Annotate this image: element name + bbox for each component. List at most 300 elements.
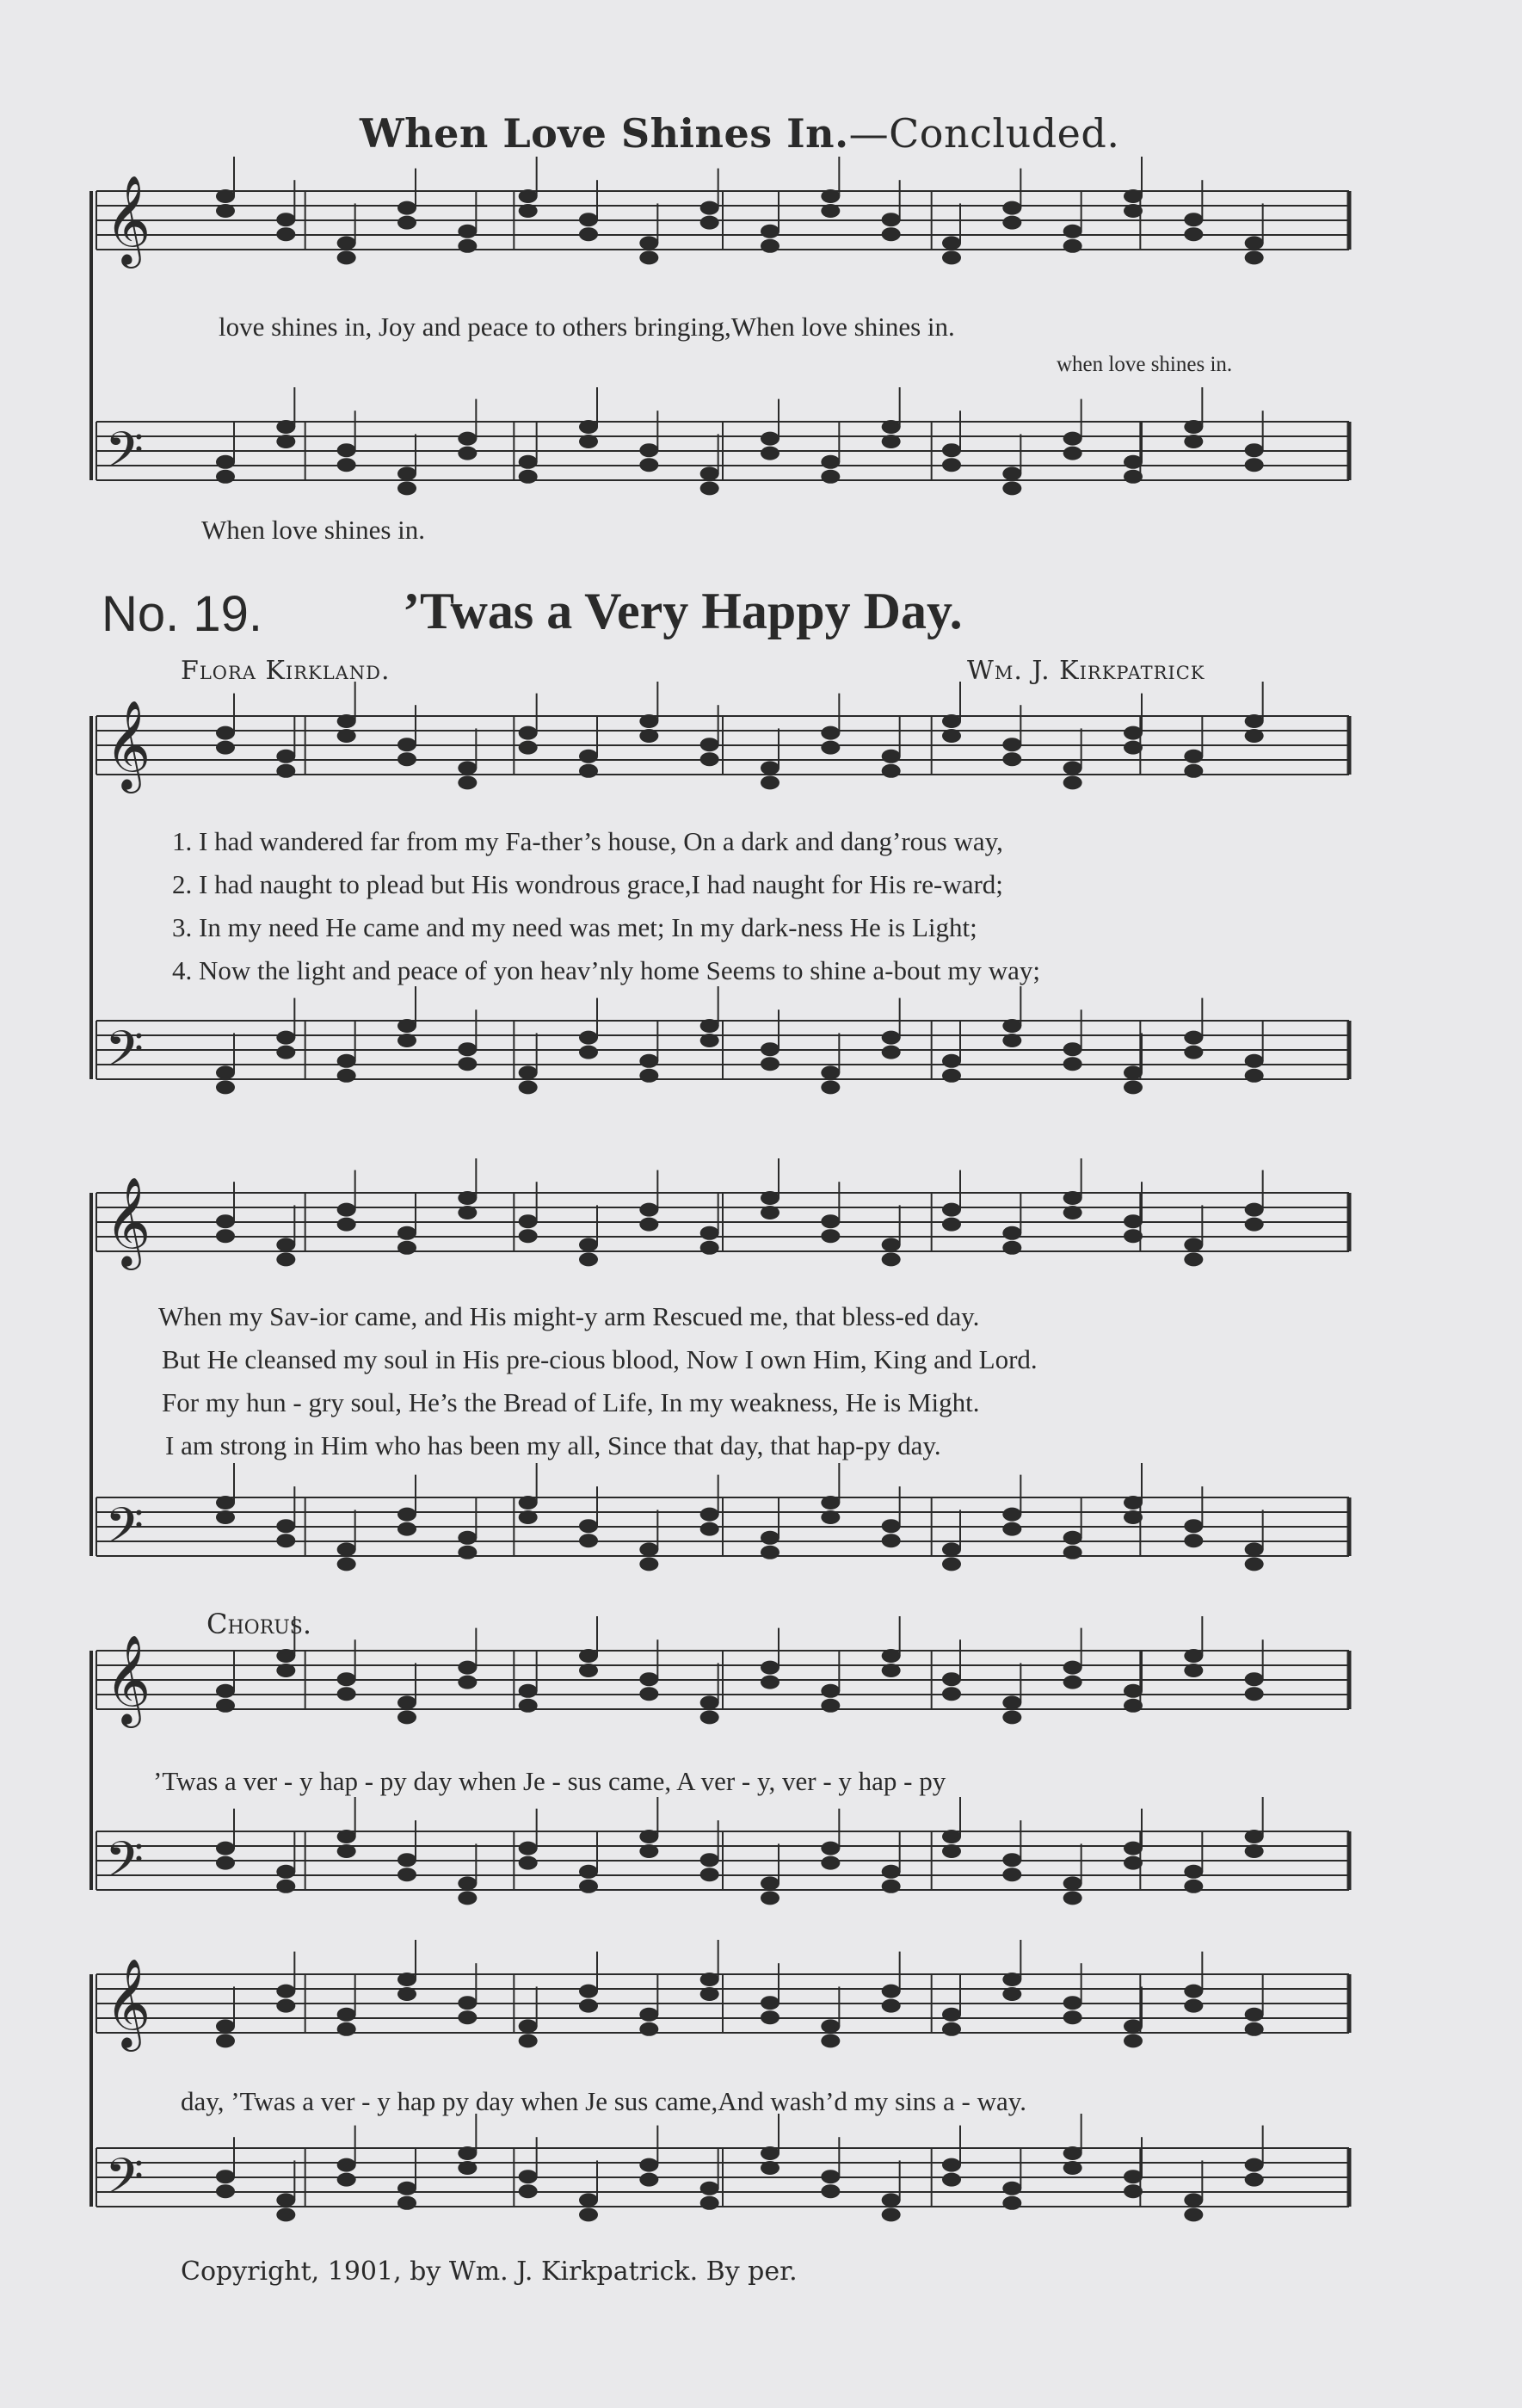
- note-head: [216, 1080, 235, 1094]
- note-head: [1124, 1699, 1143, 1713]
- note-head: [700, 1522, 719, 1536]
- note-head: [1002, 1226, 1021, 1240]
- note-head: [882, 1649, 901, 1663]
- note-head: [519, 741, 538, 755]
- note-head: [519, 1856, 538, 1870]
- note-head: [942, 458, 961, 472]
- note-head: [216, 726, 235, 740]
- note-head: [519, 204, 538, 218]
- top-bass-lyric: When love shines in.: [201, 515, 426, 545]
- note-head: [579, 420, 598, 434]
- note-head: [882, 213, 901, 226]
- note-head: [1245, 1687, 1264, 1701]
- note-head: [579, 213, 598, 226]
- chorus-lyric-1: ’Twas a ver - y hap - py day when Je - sus came, A ver - y, ver - y hap - py: [153, 1766, 946, 1796]
- note-head: [519, 726, 538, 740]
- note-head: [397, 201, 416, 215]
- note-head: [1245, 236, 1264, 250]
- note-head: [337, 2008, 356, 2022]
- note-head: [639, 1844, 658, 1858]
- note-head: [761, 1891, 779, 1905]
- note-head: [700, 1241, 719, 1255]
- note-head: [579, 1519, 598, 1533]
- note-head: [519, 1080, 538, 1094]
- treble-clef: 𝄞: [105, 1958, 151, 2048]
- note-head: [276, 1519, 295, 1533]
- bass-clef: 𝄢: [105, 421, 145, 491]
- note-head: [397, 1241, 416, 1255]
- note-head: [216, 1510, 235, 1524]
- note-head: [216, 1065, 235, 1079]
- note-head: [882, 764, 901, 778]
- note-head: [458, 2146, 477, 2160]
- note-head: [639, 1203, 658, 1217]
- note-head: [579, 1238, 598, 1251]
- note-head: [821, 2019, 840, 2033]
- note-head: [821, 204, 840, 218]
- note-head: [1184, 227, 1203, 241]
- note-head: [882, 1046, 901, 1059]
- note-head: [579, 227, 598, 241]
- note-head: [882, 1880, 901, 1893]
- note-head: [337, 458, 356, 472]
- note-head: [1245, 1218, 1264, 1232]
- note-head: [519, 2170, 538, 2183]
- note-head: [639, 1069, 658, 1083]
- note-head: [216, 455, 235, 469]
- note-head: [1124, 2184, 1143, 2198]
- note-head: [942, 1844, 961, 1858]
- note-head: [882, 1252, 901, 1266]
- note-head: [579, 435, 598, 448]
- bass-clef: 𝄢: [105, 1831, 145, 1901]
- note-head: [337, 729, 356, 743]
- note-head: [1124, 2019, 1143, 2033]
- note-head: [761, 447, 779, 460]
- note-head: [700, 738, 719, 751]
- note-head: [519, 1496, 538, 1510]
- note-head: [942, 236, 961, 250]
- note-head: [1245, 458, 1264, 472]
- note-head: [519, 2184, 538, 2198]
- note-head: [337, 1672, 356, 1686]
- note-head: [1245, 1054, 1264, 1068]
- treble-clef: 𝄞: [105, 175, 151, 265]
- note-head: [1184, 1999, 1203, 2013]
- note-head: [942, 1557, 961, 1571]
- note-head: [1245, 250, 1264, 264]
- note-head: [276, 420, 295, 434]
- note-head: [1063, 1996, 1082, 2010]
- note-head: [1245, 714, 1264, 728]
- note-head: [337, 250, 356, 264]
- note-head: [700, 1987, 719, 2001]
- note-head: [579, 2207, 598, 2221]
- note-head: [579, 1046, 598, 1059]
- note-head: [1124, 189, 1143, 203]
- note-head: [1184, 1534, 1203, 1547]
- note-head: [700, 1973, 719, 1986]
- note-head: [579, 764, 598, 778]
- note-head: [458, 1661, 477, 1675]
- note-head: [216, 1496, 235, 1510]
- note-head: [579, 750, 598, 763]
- top-alto-lyric: when love shines in.: [1057, 353, 1233, 376]
- note-head: [397, 1710, 416, 1724]
- note-head: [821, 1229, 840, 1243]
- note-head: [700, 1710, 719, 1724]
- note-head: [1245, 2173, 1264, 2187]
- note-head: [458, 1676, 477, 1689]
- note-head: [700, 1853, 719, 1867]
- note-head: [639, 1557, 658, 1571]
- note-head: [1002, 1695, 1021, 1709]
- note-head: [700, 1508, 719, 1522]
- note-head: [276, 764, 295, 778]
- note-head: [1184, 1238, 1203, 1251]
- note-head: [1002, 738, 1021, 751]
- note-head: [761, 1996, 779, 2010]
- note-head: [276, 1046, 295, 1059]
- note-head: [579, 1252, 598, 1266]
- note-head: [761, 1042, 779, 1056]
- note-head: [216, 1842, 235, 1855]
- note-head: [821, 741, 840, 755]
- lyricist-credit: Flora Kirkland.: [181, 656, 391, 686]
- note-head: [761, 239, 779, 253]
- note-head: [397, 1508, 416, 1522]
- note-head: [519, 1510, 538, 1524]
- note-head: [1184, 213, 1203, 226]
- note-head: [882, 1031, 901, 1045]
- note-head: [761, 2161, 779, 2175]
- note-head: [1063, 432, 1082, 446]
- note-head: [276, 227, 295, 241]
- note-head: [579, 1880, 598, 1893]
- note-head: [1063, 1206, 1082, 1219]
- note-head: [1002, 201, 1021, 215]
- note-head: [337, 1218, 356, 1232]
- note-head: [216, 2184, 235, 2198]
- note-head: [882, 2193, 901, 2207]
- note-head: [761, 1876, 779, 1890]
- note-head: [1063, 1546, 1082, 1559]
- note-head: [1002, 2182, 1021, 2195]
- note-head: [458, 1546, 477, 1559]
- note-head: [337, 1069, 356, 1083]
- note-head: [882, 2207, 901, 2221]
- note-head: [942, 1054, 961, 1068]
- note-head: [761, 2146, 779, 2160]
- note-head: [700, 2182, 719, 2195]
- note-head: [1124, 1856, 1143, 1870]
- note-head: [276, 2193, 295, 2207]
- note-head: [1124, 2170, 1143, 2183]
- treble-clef: 𝄞: [105, 1634, 151, 1725]
- note-head: [821, 1842, 840, 1855]
- note-head: [761, 1676, 779, 1689]
- note-head: [276, 1252, 295, 1266]
- note-head: [216, 1856, 235, 1870]
- note-head: [1063, 239, 1082, 253]
- note-head: [276, 1880, 295, 1893]
- note-head: [821, 1699, 840, 1713]
- note-head: [276, 435, 295, 448]
- note-head: [1184, 764, 1203, 778]
- note-head: [216, 741, 235, 755]
- note-head: [458, 2161, 477, 2175]
- bass-clef: 𝄢: [105, 1497, 145, 1567]
- note-head: [337, 443, 356, 457]
- note-head: [1002, 466, 1021, 480]
- note-head: [639, 1218, 658, 1232]
- note-head: [579, 1649, 598, 1663]
- note-head: [882, 1519, 901, 1533]
- note-head: [1245, 2022, 1264, 2036]
- note-head: [519, 1684, 538, 1698]
- note-head: [1063, 1891, 1082, 1905]
- verse-4-line-2: I am strong in Him who has been my all, Since that day, that hap-py day.: [165, 1430, 941, 1460]
- note-head: [1184, 1865, 1203, 1879]
- note-head: [942, 1672, 961, 1686]
- note-head: [216, 1229, 235, 1243]
- note-head: [761, 1057, 779, 1071]
- note-head: [216, 2034, 235, 2047]
- note-head: [942, 250, 961, 264]
- copyright-notice: Copyright, 1901, by Wm. J. Kirkpatrick. By per.: [181, 2257, 798, 2287]
- note-head: [1184, 2207, 1203, 2221]
- note-head: [519, 1065, 538, 1079]
- note-head: [700, 1019, 719, 1033]
- note-head: [1063, 2010, 1082, 2024]
- note-head: [397, 1973, 416, 1986]
- note-head: [942, 2158, 961, 2172]
- note-head: [1245, 1542, 1264, 1556]
- note-head: [579, 1999, 598, 2013]
- note-head: [1245, 2158, 1264, 2172]
- verse-3-line-1: 3. In my need He came and my need was met; In my dark-ness He is Light;: [172, 912, 977, 942]
- note-head: [579, 2193, 598, 2207]
- note-head: [337, 1844, 356, 1858]
- note-head: [942, 729, 961, 743]
- note-head: [1002, 1034, 1021, 1047]
- note-head: [1245, 443, 1264, 457]
- note-head: [639, 729, 658, 743]
- note-head: [216, 1214, 235, 1228]
- note-head: [1245, 1069, 1264, 1083]
- note-head: [458, 1531, 477, 1545]
- note-head: [882, 1985, 901, 1998]
- note-head: [761, 775, 779, 789]
- note-head: [1063, 447, 1082, 460]
- note-head: [1124, 1496, 1143, 1510]
- note-head: [1063, 1191, 1082, 1205]
- note-head: [276, 1999, 295, 2013]
- note-head: [942, 1542, 961, 1556]
- note-head: [639, 1672, 658, 1686]
- note-head: [942, 1830, 961, 1843]
- note-head: [942, 2173, 961, 2187]
- note-head: [216, 2170, 235, 2183]
- verse-1-line-1: 1. I had wandered far from my Fa-ther’s house, On a dark and dang’rous way,: [172, 826, 1003, 856]
- note-head: [821, 1510, 840, 1524]
- continued-title-bold: When Love Shines In.: [360, 110, 849, 157]
- note-head: [1063, 761, 1082, 775]
- note-head: [882, 227, 901, 241]
- note-head: [397, 752, 416, 766]
- note-head: [821, 1496, 840, 1510]
- note-head: [761, 1531, 779, 1545]
- note-head: [700, 1226, 719, 1240]
- note-head: [761, 1206, 779, 1219]
- note-head: [821, 470, 840, 484]
- note-head: [458, 432, 477, 446]
- note-head: [1184, 2193, 1203, 2207]
- note-head: [337, 1203, 356, 1217]
- note-head: [1184, 1985, 1203, 1998]
- note-head: [1124, 2034, 1143, 2047]
- note-head: [1245, 1830, 1264, 1843]
- note-head: [1063, 1042, 1082, 1056]
- note-head: [216, 470, 235, 484]
- note-head: [700, 201, 719, 215]
- hymn-title: ’Twas a Very Happy Day.: [403, 583, 963, 639]
- note-head: [519, 1214, 538, 1228]
- note-head: [397, 1226, 416, 1240]
- note-head: [761, 1191, 779, 1205]
- note-head: [882, 1664, 901, 1677]
- note-head: [1002, 752, 1021, 766]
- note-head: [700, 216, 719, 230]
- note-head: [639, 236, 658, 250]
- hymn-number: No. 19.: [102, 586, 262, 642]
- note-head: [821, 1065, 840, 1079]
- note-head: [458, 1996, 477, 2010]
- note-head: [519, 1842, 538, 1855]
- top-lyric-line: love shines in, Joy and peace to others bringing,When love shines in.: [219, 312, 955, 342]
- note-head: [942, 1203, 961, 1217]
- note-head: [761, 432, 779, 446]
- note-head: [639, 1054, 658, 1068]
- note-head: [882, 1865, 901, 1879]
- note-head: [1002, 1019, 1021, 1033]
- note-head: [942, 714, 961, 728]
- note-head: [639, 458, 658, 472]
- note-head: [519, 2034, 538, 2047]
- note-head: [397, 2196, 416, 2210]
- note-head: [337, 1542, 356, 1556]
- note-head: [216, 1684, 235, 1698]
- note-head: [519, 470, 538, 484]
- chorus-label: Chorus.: [206, 1608, 312, 1640]
- note-head: [821, 2170, 840, 2183]
- note-head: [1184, 1664, 1203, 1677]
- note-head: [579, 1985, 598, 1998]
- note-head: [1124, 1080, 1143, 1094]
- note-head: [1063, 1876, 1082, 1890]
- note-head: [519, 1699, 538, 1713]
- note-head: [1002, 1522, 1021, 1536]
- note-head: [337, 2173, 356, 2187]
- note-head: [821, 2184, 840, 2198]
- note-head: [276, 750, 295, 763]
- note-head: [1184, 1031, 1203, 1045]
- note-head: [1124, 1510, 1143, 1524]
- note-head: [337, 1054, 356, 1068]
- note-head: [579, 1031, 598, 1045]
- verse-4-line-1: 4. Now the light and peace of yon heav’nly home Seems to shine a-bout my way;: [172, 955, 1040, 985]
- continued-title: [360, 110, 1119, 157]
- note-head: [1002, 1973, 1021, 1986]
- chorus-lyric-2: day, ’Twas a ver - y hap py day when Je sus came,And wash’d my sins a - way.: [181, 2086, 1026, 2116]
- note-head: [821, 2034, 840, 2047]
- note-head: [1002, 1987, 1021, 2001]
- note-head: [1184, 1252, 1203, 1266]
- note-head: [700, 2196, 719, 2210]
- note-head: [1124, 455, 1143, 469]
- note-head: [639, 2022, 658, 2036]
- note-head: [397, 1695, 416, 1709]
- note-head: [1002, 1508, 1021, 1522]
- note-head: [337, 714, 356, 728]
- note-head: [761, 2010, 779, 2024]
- note-head: [458, 1876, 477, 1890]
- note-head: [397, 216, 416, 230]
- note-head: [337, 2022, 356, 2036]
- note-head: [639, 2008, 658, 2022]
- note-head: [821, 189, 840, 203]
- note-head: [397, 1868, 416, 1881]
- note-head: [276, 1649, 295, 1663]
- note-head: [216, 2019, 235, 2033]
- note-head: [882, 420, 901, 434]
- treble-clef: 𝄞: [105, 700, 151, 790]
- note-head: [1002, 1868, 1021, 1881]
- note-head: [1002, 2196, 1021, 2210]
- note-head: [1002, 216, 1021, 230]
- note-head: [942, 1218, 961, 1232]
- note-head: [276, 1985, 295, 1998]
- note-head: [639, 1830, 658, 1843]
- note-head: [639, 1687, 658, 1701]
- note-head: [1124, 1214, 1143, 1228]
- note-head: [397, 1522, 416, 1536]
- note-head: [700, 1695, 719, 1709]
- note-head: [882, 1999, 901, 2013]
- note-head: [942, 2022, 961, 2036]
- note-head: [1063, 775, 1082, 789]
- note-head: [1245, 1672, 1264, 1686]
- note-head: [276, 1534, 295, 1547]
- note-head: [458, 225, 477, 238]
- note-head: [1124, 1684, 1143, 1698]
- note-head: [458, 1206, 477, 1219]
- note-head: [1245, 1557, 1264, 1571]
- note-head: [519, 189, 538, 203]
- note-head: [1002, 1710, 1021, 1724]
- note-head: [1002, 1241, 1021, 1255]
- note-head: [639, 1542, 658, 1556]
- note-head: [397, 466, 416, 480]
- note-head: [579, 1664, 598, 1677]
- note-head: [1063, 1676, 1082, 1689]
- note-head: [337, 1830, 356, 1843]
- note-head: [458, 775, 477, 789]
- note-head: [458, 447, 477, 460]
- note-head: [942, 1069, 961, 1083]
- note-head: [1063, 1531, 1082, 1545]
- note-head: [1063, 1057, 1082, 1071]
